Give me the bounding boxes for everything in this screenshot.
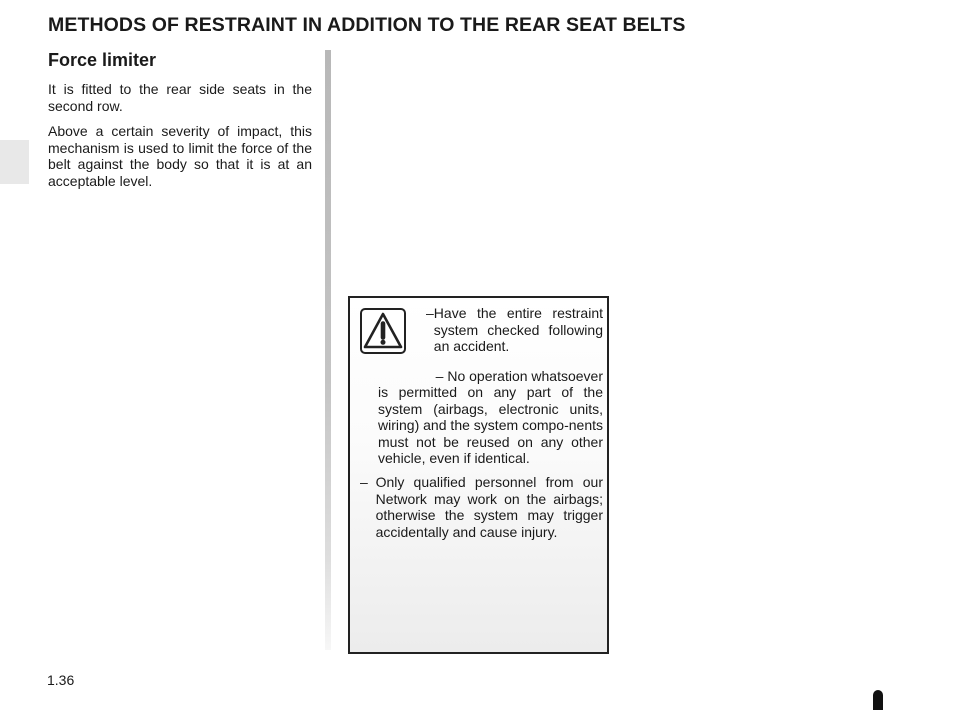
page-title: METHODS OF RESTRAINT IN ADDITION TO THE REAR SEAT BELTS: [48, 14, 686, 36]
chapter-side-tab: [0, 140, 29, 184]
warning-item-inspection: [426, 305, 603, 355]
warning-item-text: Have the entire restraint system checked following an accident.: [433, 305, 603, 354]
warning-item-text: Only qualified personnel from our Network may work on the airbags; otherwise the system may trigger accidentally and cause injury.: [375, 474, 603, 540]
paragraph-mechanism: Above a certain severity of impact, this mechanism is used to limit the force of the belt against the body so that it is at an acceptable level.: [48, 123, 312, 189]
list-dash: –: [360, 474, 376, 490]
page-edge-marker: [873, 690, 883, 710]
warning-item-qualified-personnel: [360, 474, 603, 540]
list-dash: –: [426, 305, 434, 321]
warning-triangle-icon: [360, 308, 406, 354]
section-heading: Force limiter: [48, 50, 157, 70]
paragraph-fitting: It is fitted to the rear side seats in the second row.: [48, 81, 312, 114]
warning-item-no-operation-text: is permitted on any part of the system (airbags, electronic units, wiring) and the system compo-nents must not be reused on any other vehicle, even if identical.: [378, 384, 603, 466]
warning-box: [348, 296, 609, 654]
column-divider: [325, 50, 331, 650]
warning-item-no-operation-first-line: – No operation whatsoever: [435, 368, 603, 384]
left-column: [48, 50, 312, 198]
page-number: 1.36: [47, 672, 75, 688]
